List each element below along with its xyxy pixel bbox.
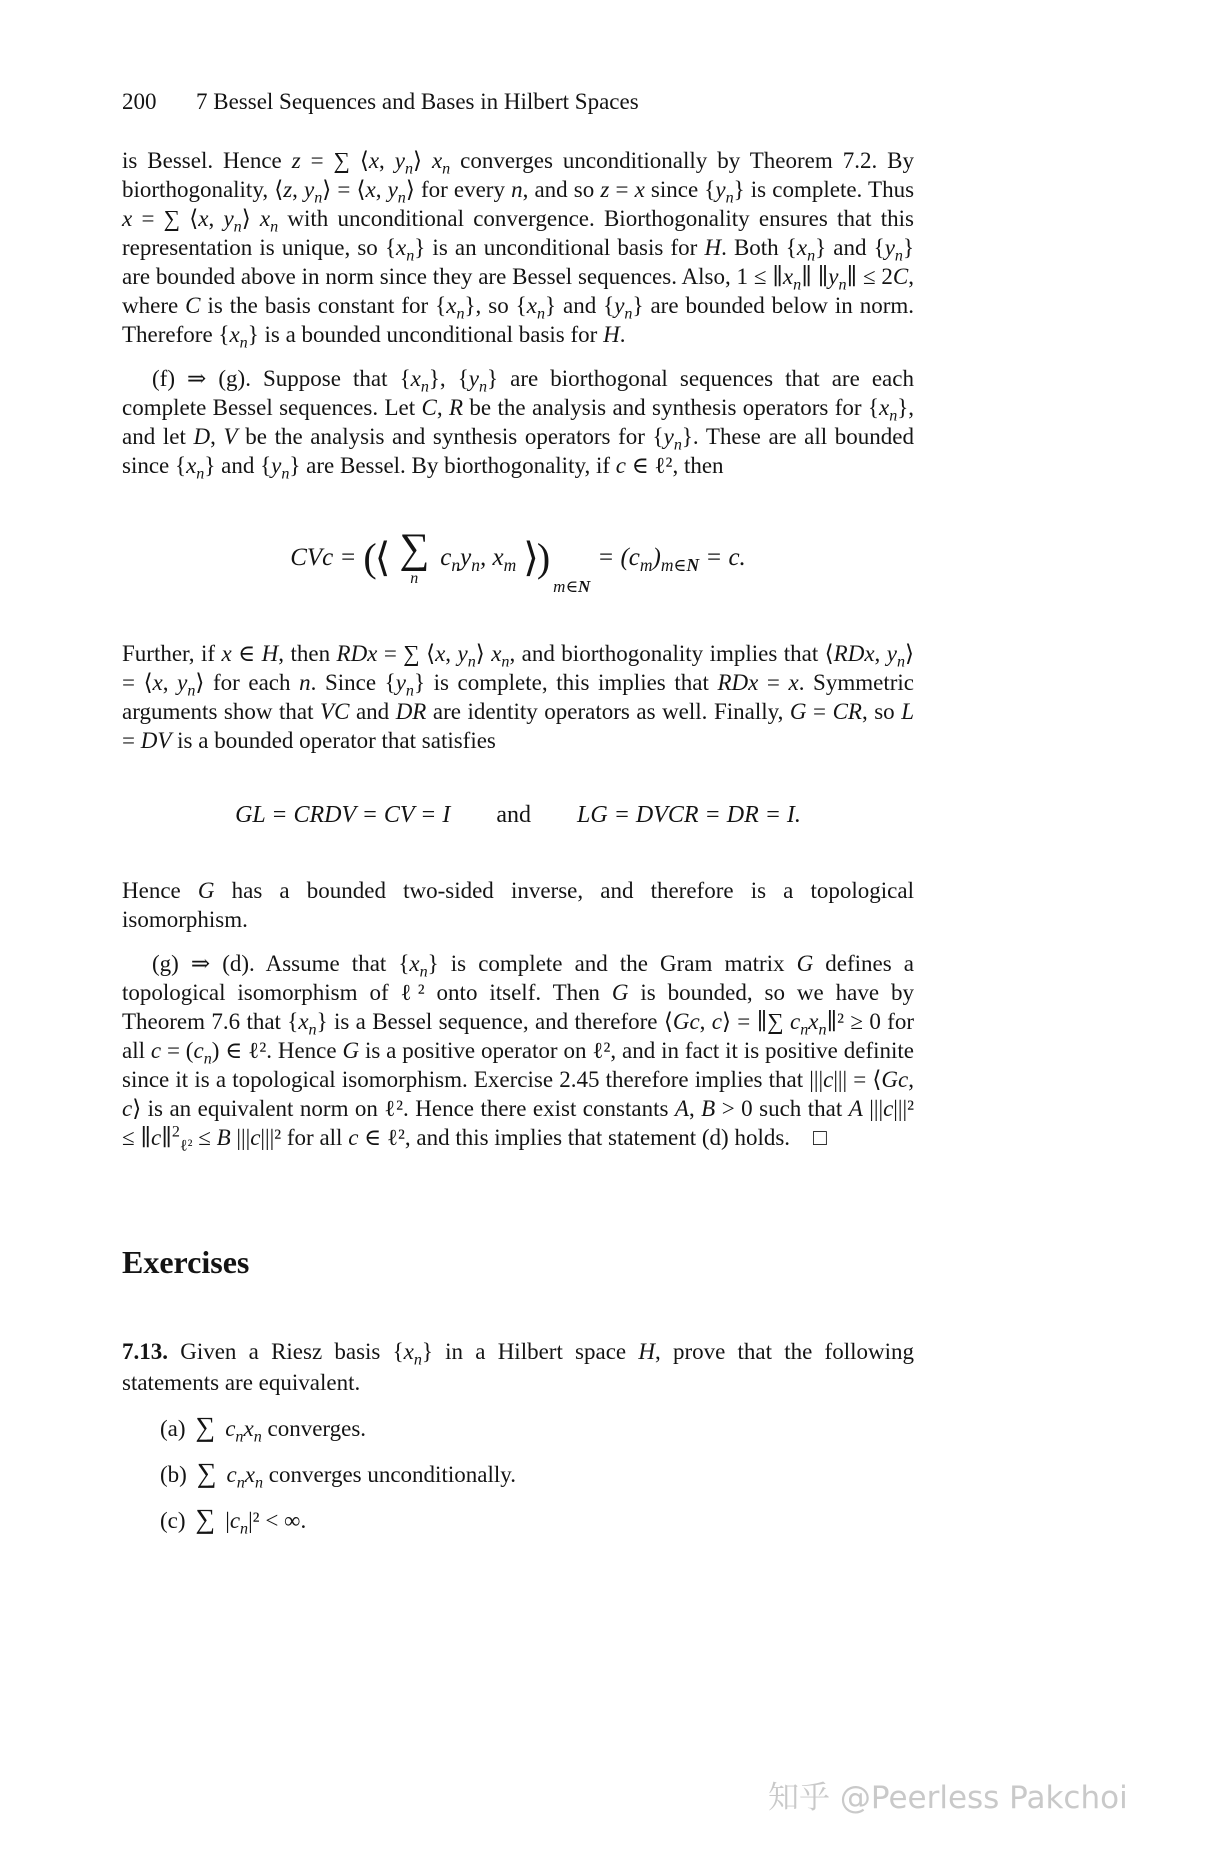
sum-index: n bbox=[410, 570, 419, 587]
paragraph-hence-g: Hence G has a bounded two-sided inverse, and therefore is a topological isomorphism. bbox=[122, 878, 914, 932]
zhihu-watermark: 知乎 @Peerless Pakchoi bbox=[768, 1780, 1128, 1816]
page-number: 200 bbox=[122, 89, 157, 114]
item-label: (a) bbox=[160, 1416, 186, 1441]
display-equation-cvc bbox=[122, 526, 914, 596]
item-label: (b) bbox=[160, 1462, 187, 1487]
eq1-outer-subscript: m∈N bbox=[553, 577, 591, 596]
summation-symbol bbox=[399, 528, 429, 587]
item-text: $c_nx_n$ converges. bbox=[225, 1416, 367, 1446]
eq1-close-delimiters: ⟩) bbox=[523, 535, 549, 580]
text-column bbox=[122, 88, 914, 1550]
exercise-item-b bbox=[160, 1457, 914, 1492]
exercise-713 bbox=[122, 1336, 914, 1538]
eq1-lhs: CVc = bbox=[290, 544, 357, 571]
exercises-heading: Exercises bbox=[122, 1244, 250, 1280]
proof-body bbox=[122, 146, 915, 1155]
eq1-rhs: = $(c_m)_{m\in N} = c$. bbox=[597, 544, 746, 575]
sum-icon: ∑ bbox=[399, 526, 430, 572]
eq2-conjunction: and bbox=[496, 802, 532, 828]
paragraph-g-implies-d: (g) ⇒ (d). Assume that $\{x_n\}$ is complete and the Gram matrix G defines a topological isomorphism of ℓ² onto itself. Then G is bounded, so we have by Theorem 7.6 that $\{x_n\}$ is a Bessel sequence, and therefore ⟨Gc, c⟩ = ∥∑ $c_nx_n\parallel^2 \ge 0$ for all $c = (c_n)$ ∈ ℓ². Hence G is a positive operator on ℓ², and in fact it is positive definite since it is a topological isomorphism. Exercise 2.45 therefore implies that |||c||| = ⟨Gc, c⟩ is an equivalent norm on ℓ². Hence there exist constants A, B > 0 such that A |||c|||² ≤ ∥c∥$^2_{\ell^2}$ ≤ B |||c|||² for all c ∈ ℓ², and this implies that statement (d) holds. □ bbox=[122, 951, 915, 1155]
exercise-statement: Given a Riesz basis $\{x_n\}$ in a Hilbert space H, prove that the following statements are equivalent. bbox=[122, 1339, 914, 1395]
chapter-title: 7 Bessel Sequences and Bases in Hilbert Spaces bbox=[196, 89, 639, 114]
eq1-open-delimiters: (⟨ bbox=[363, 535, 389, 580]
item-text: $|c_n|^2$ < ∞. bbox=[225, 1508, 307, 1538]
eq2-right: LG = DVCR = DR = I. bbox=[577, 802, 801, 828]
sum-icon: ∑ bbox=[195, 1411, 216, 1442]
eq1-inner-product-body: $c_ny_n$, $x_m$ bbox=[440, 544, 517, 575]
running-head bbox=[122, 88, 914, 116]
item-label: (c) bbox=[160, 1508, 186, 1533]
exercise-item-list bbox=[122, 1411, 914, 1538]
display-equation-gl-lg bbox=[122, 801, 914, 830]
paragraph-f-implies-g: (f) ⇒ (g). Suppose that $\{x_n\}$, $\{y_n\}$ are biorthogonal sequences that are each complete Bessel sequences. Let C, R be the analysis and synthesis operators for $\{x_n\}$, and let D, V be the analysis and synthesis operators for $\{y_n\}$. These are all bounded since $\{x_n\}$ and $\{y_n\}$ are Bessel. By biorthogonality, if c ∈ ℓ², then bbox=[122, 366, 915, 483]
item-text: $c_nx_n$ converges unconditionally. bbox=[226, 1462, 516, 1492]
sum-icon: ∑ bbox=[195, 1503, 216, 1534]
eq2-left: GL = CRDV = CV = I bbox=[235, 802, 451, 828]
exercise-number: 7.13. bbox=[122, 1339, 168, 1364]
paragraph-proof-f: is Bessel. Hence z = ∑ ⟨x, $y_n⟩$ $x_n$ converges unconditionally by Theorem 7.2. By biorthogonality, ⟨z, $y_n⟩$ = ⟨x, $y_n⟩$ for every n, and so z = x since $\{y_n\}$ is complete. Thus x = ∑ ⟨x, $y_n⟩$ $x_n$ with unconditional convergence. Biorthogonality ensures that this representation is unique, so $\{x_n\}$ is an unconditional basis for H. Both $\{x_n\}$ and $\{y_n\}$ are bounded above in norm since they are Bessel sequences. Also, $1 \le \parallel x_n\parallel$ $\parallel y_n\parallel \le 2C$, where C is the basis constant for $\{x_n\}$, so $\{x_n\}$ and $\{y_n\}$ are bounded below in norm. Therefore $\{x_n\}$ is a bounded unconditional basis for H. bbox=[122, 148, 915, 352]
exercise-item-a bbox=[160, 1411, 914, 1446]
exercise-item-c bbox=[160, 1503, 914, 1538]
paragraph-further: Further, if x ∈ H, then RDx = ∑ ⟨x, $y_n⟩$ $x_n$, and biorthogonality implies that ⟨RDx, $y_n⟩$ = ⟨x, $y_n⟩$ for each n. Since $\{y_n\}$ is complete, this implies that RDx = x. Symmetric arguments show that VC and DR are identity operators as well. Finally, G = CR, so L = DV is a bounded operator that satisfies bbox=[122, 641, 915, 753]
sum-icon: ∑ bbox=[196, 1457, 217, 1488]
